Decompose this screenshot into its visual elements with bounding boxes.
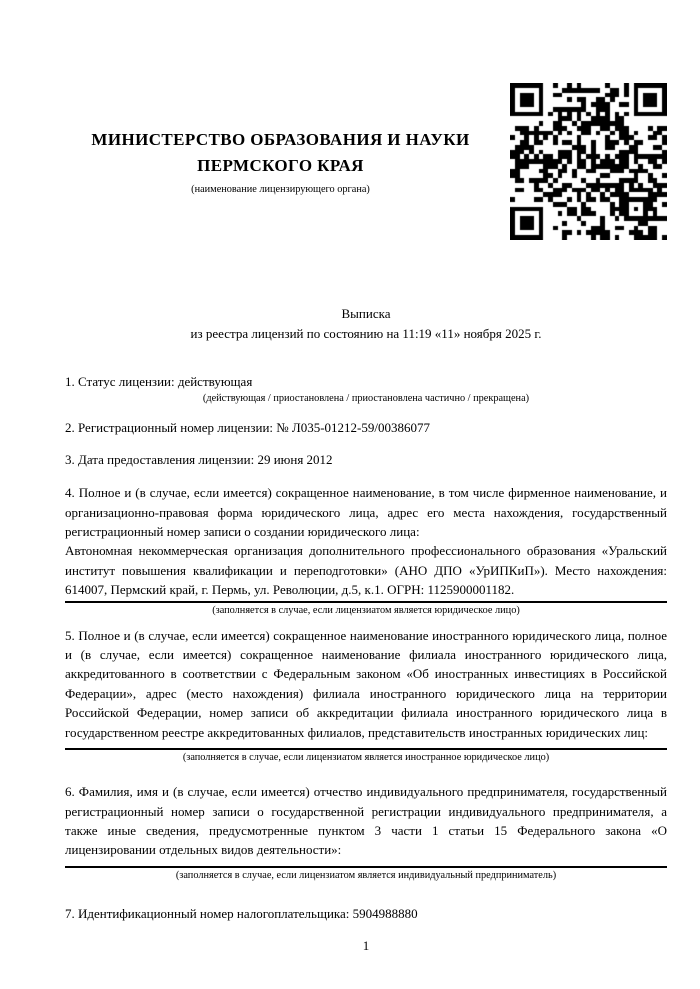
page-number: 1 [362, 938, 370, 954]
field-license-grant-date: 3. Дата предоставления лицензии: 29 июня 2012 [65, 451, 333, 467]
licensing-authority-block [65, 127, 510, 197]
field-license-status-caption: (действующая / приостановлена / приостановлена частично / прекращена) [202, 393, 530, 405]
qr-code-icon [510, 83, 667, 240]
field-taxpayer-id: 7. Идентификационный номер налогоплательщика: 5904988880 [65, 905, 418, 921]
field-legal-entity-value: Автономная некоммерческая организация дополнительного профессионального образования «Уральский институт повышения квалификации и переподготовки» (АНО ДПО «УрИПКиП»). Место нахождения: 614007, Пермский край, г. Пермь, ул. Революции, д.5, к.1. ОГРН: 1125900001182. [65, 543, 667, 598]
field-individual-entrepreneur-label: 6. Фамилия, имя и (в случае, если имеется) отчество индивидуального предпринимателя, государственный регистрационный номер записи о государственной регистрации индивидуального предпринимателя, а также иные сведения, предусмотренные пунктом 3 части 1 статьи 15 Федерального закона «О лицензировании отдельных видов деятельности»: [65, 784, 667, 858]
licensing-authority-caption: (наименование лицензирующего органа) [191, 183, 370, 195]
field-individual-entrepreneur-caption: (заполняется в случае, если лицензиатом является индивидуальный предприниматель) [175, 869, 557, 881]
field-license-status: 1. Статус лицензии: действующая [65, 374, 253, 389]
document-title-line2: из реестра лицензий по состоянию на 11:19 «11» ноября 2025 г. [190, 326, 542, 341]
document-header [65, 83, 667, 240]
licensing-authority-name-line1: МИНИСТЕРСТВО ОБРАЗОВАНИЯ И НАУКИ [91, 129, 470, 149]
field-foreign-entity-label: 5. Полное и (в случае, если имеется) сокращенное наименование иностранного юридического лица, полное и (в случае, если имеется) сокращенное наименование филиала иностранного юридического лица, аккредитованного в соответствии с Федеральным законом «Об иностранных инвестициях в Российской Федерации», адрес (место нахождения) филиала иностранного юридического лица на территории Российской Федерации, номер записи об аккредитации филиала иностранного юридического лица в государственном реестре аккредитованных филиалов, представительств иностранных юридических лиц: [65, 627, 667, 740]
field-legal-entity-caption: (заполняется в случае, если лицензиатом является юридическое лицо) [212, 604, 520, 616]
field-legal-entity-label: 4. Полное и (в случае, если имеется) сокращенное наименование, в том числе фирменное наименование, и организационно-правовая форма юридического лица, адрес его места нахождения, государственный регистрационный номер записи о создании юридического лица: [65, 485, 667, 540]
document-title [65, 304, 667, 344]
licensing-authority-name [65, 127, 496, 179]
field-registration-number: 2. Регистрационный номер лицензии: № Л035-01212-59/00386077 [65, 420, 431, 436]
field-foreign-entity-caption: (заполняется в случае, если лицензиатом является иностранное юридическое лицо) [182, 752, 550, 764]
document-title-line1: Выписка [341, 306, 391, 321]
licensing-authority-name-line2: ПЕРМСКОГО КРАЯ [197, 155, 364, 175]
